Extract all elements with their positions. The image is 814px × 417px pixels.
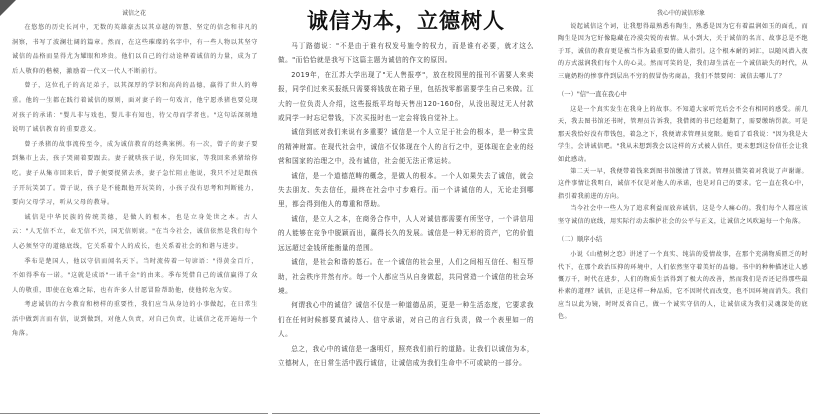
left-page-title: 诚信之花 bbox=[121, 10, 146, 17]
right-page-title: 我心中的诚信形象 bbox=[656, 10, 705, 17]
right-page-body bbox=[548, 21, 814, 324]
paragraph: 何谓我心中的诚信？诚信不仅是一种道德品质，更是一种生活态度，它要求我们在任何时候都要真诚待人、信守承诺，对自己的言行负责，做一个表里如一的人。 bbox=[278, 301, 534, 339]
paragraph: 小说《山楂树之恋》讲述了一个真实、纯洁的爱情故事，在那个充满物质匮乏的时代下，在那个政治压抑的环境中，人们依然坚守着美好的品德。书中的种种描述让人感慨万千，时代在进步，人们的物质生活得到了极大的改善，然而我们是否还记得那些最朴素的道理？诚信，正是这样一种品质，它不因时代而改变，也不因环境而消失。我们应当以此为镜，时时反省自己，做一个诚实守信的人，让诚信成为我们灵魂深处的底色。 bbox=[558, 251, 808, 321]
paragraph: 当今社会中一些人为了追求利益而放弃诚信，这是令人痛心的。我们每个人都应该坚守诚信的底线，用实际行动去维护社会的公平与正义，让诚信之风吹遍每一个角落。 bbox=[558, 205, 808, 225]
middle-page-body bbox=[272, 39, 540, 370]
paragraph: 诚信，是立人之本，在商务合作中，人人对诚信都需要有所坚守，一个讲信用的人能够在竞争中脱颖而出，赢得长久的发展。诚信是一种无形的资产，它的价值远远超过金钱所能衡量的范围。 bbox=[278, 214, 534, 252]
middle-document-page bbox=[272, 0, 540, 417]
right-document-page bbox=[548, 0, 814, 417]
page-bottom-rule bbox=[272, 413, 540, 414]
paragraph: 诚信，是社会和谐的基石。在一个诚信的社会里，人们之间相互信任、相互帮助，社会秩序井然有序。每一个人都应当从自身做起，共同营造一个诚信的社会环境。 bbox=[278, 258, 534, 295]
section-heading: （一）"信"一直在我心中 bbox=[558, 91, 627, 99]
page-bottom-rule bbox=[0, 413, 268, 414]
paragraph: 总之，我心中的诚信是一盏明灯，照亮我们前行的道路。让我们以诚信为本，立德树人，在日常生活中践行诚信，让诚信成为我们生命中不可或缺的一部分。 bbox=[278, 344, 534, 367]
paragraph: 2019年，在江苏大学出现了"无人售报亭"，放在校园里的报刊不需要人来卖报，同学们过来买报纸只需要将钱放在箱子里，包括找零都需要学生自己来做。江大的一位负责人介绍，这些报纸平均每天售出120-160份，从没出现过无人付款或同学一时忘记带钱，下次买报时也一定会将钱自觉补上。 bbox=[278, 70, 534, 123]
section-heading: （二）顺序小结 bbox=[558, 236, 603, 244]
middle-page-title: 诚信为本，立德树人 bbox=[307, 8, 505, 33]
paragraph: 马丁路德说："不是由于谁有权发号施令的权力，而是谁有必要，就才这么做。"而恰恰就是我写下这篇主题为诚信的作文的原因。 bbox=[278, 42, 534, 65]
paragraph: 考虑诚信的古今教育和榜样的重要性，我们应当从身边的小事做起，在日常生活中做到言而有信，说到做到，对他人负责，对自己负责，让诚信之花开遍每一个角落。 bbox=[12, 301, 258, 338]
paragraph: 诚信到底对我们来说有多重要？诚信是一个人立足于社会的根本，是一种宝贵的精神财富。在现代社会中，诚信不仅体现在个人的言行之中，更体现在企业的经营和国家的治理之中，没有诚信，社会便无法正常运转。 bbox=[278, 128, 534, 166]
paragraph: 季布是楚国人，他以守信而闻名天下。当时流传着一句谚语："得黄金百斤，不如得季布一诺。"这就是成语"一诺千金"的由来。季布凭借自己的诚信赢得了众人的敬重，即使在危难之际，也有许多人甘愿冒险帮助他，使他转危为安。 bbox=[12, 257, 258, 294]
paragraph: 第二天一早，我便带着钱来到图书馆缴清了罚款。管理员微笑着对我说了声谢谢。这件事情让我明白，诚信不仅是对他人的承诺，也是对自己的要求。它一直在我心中，指引着我前进的方向。 bbox=[558, 168, 808, 200]
paragraph: 曾子，这位孔子的高足弟子，以其深厚的学识和高尚的品德，赢得了世人的尊重。他的一生都在践行着诚信的原则，面对妻子的一句戏言，他宁愿杀猪也要兑现对孩子的承诺："婴儿非与戏也，婴儿非有知也，待父母而学者也。"这句话深刻地说明了诚信教育的重要意义。 bbox=[12, 82, 258, 134]
paragraph: 在悠悠的历史长河中，无数的英雄豪杰以其卓越的智慧、坚定的信念和非凡的洞察，书写了波澜壮阔的篇章。然而，在这些璀璨的名字中，有一些人物以其坚守诚信的品格而显得尤为耀眼和珍贵。他们以自己的行动诠释着诚信的力量，成为了后人敬仰的楷模，激励着一代又一代人不断前行。 bbox=[12, 24, 258, 75]
left-document-page bbox=[0, 0, 268, 417]
paragraph: 曾子杀猪的故事流传至今，成为诚信教育的经典案例。有一次，曾子的妻子要到集市上去，孩子哭闹着要跟去。妻子就哄孩子说，你先回家，等我回来杀猪给你吃。妻子从集市回来后，曾子便要捉猪去杀，妻子急忙阻止他说，我只不过是跟孩子开玩笑罢了。曾子说，孩子是不能跟他开玩笑的，小孩子没有思考和判断能力，要向父母学习，听从父母的教导。 bbox=[12, 140, 258, 207]
left-page-body bbox=[0, 21, 268, 342]
paragraph: 诚信，是一个道德范畴的概念，是做人的根本。一个人如果失去了诚信，就会失去朋友、失去信任，最终在社会中寸步难行。而一个讲诚信的人，无论走到哪里，都会得到他人的尊重和帮助。 bbox=[278, 171, 534, 209]
intro-paragraph: 说起诚信这个词，让我想得最熟悉有陶生，熟悉是因为它有着温润如玉的面孔，而陶生是因为它好像隐藏在冷漠尖锐的表情。从小到大，关于诚信的名言、故事总是不绝于耳，诚信的教育更是被当作为最重要的做人指引。这个根本耐的词汇，以随风潜入夜的方式滋润我们每个人的心灵。然而可笑的是，我们却生活在一个诚信缺失的时代，从三鹿奶粉的惨事件到层出不穷的假冒伪劣商品，我们不禁要问：诚信去哪儿了？ bbox=[558, 23, 808, 80]
paragraph: 诚信是中华民族的传统美德，是做人的根本，也是立身处世之本。古人云："人无信不立，业无信不兴，国无信则衰。"在当今社会，诚信依然是我们每个人必须坚守的道德底线，它关系着个人的成长，也关系着社会的和谐与进步。 bbox=[12, 213, 258, 250]
page-curl-corner bbox=[0, 0, 16, 16]
paragraph: 这是一个真实发生在我身上的故事。不知道大家听完后会不会有相同的感受。前几天，我去图书馆还书时，管理员告诉我，我借阅的书已经超期了，需要缴纳罚款。可是那天我恰好没有带钱包，着急之下，我便请求管理员宽限。她看了看我说："因为我是大学生，会讲诚信吧。"我从未想到我会以这样的方式被人信任，更未想到这份信任会让我如此感动。 bbox=[558, 106, 808, 163]
